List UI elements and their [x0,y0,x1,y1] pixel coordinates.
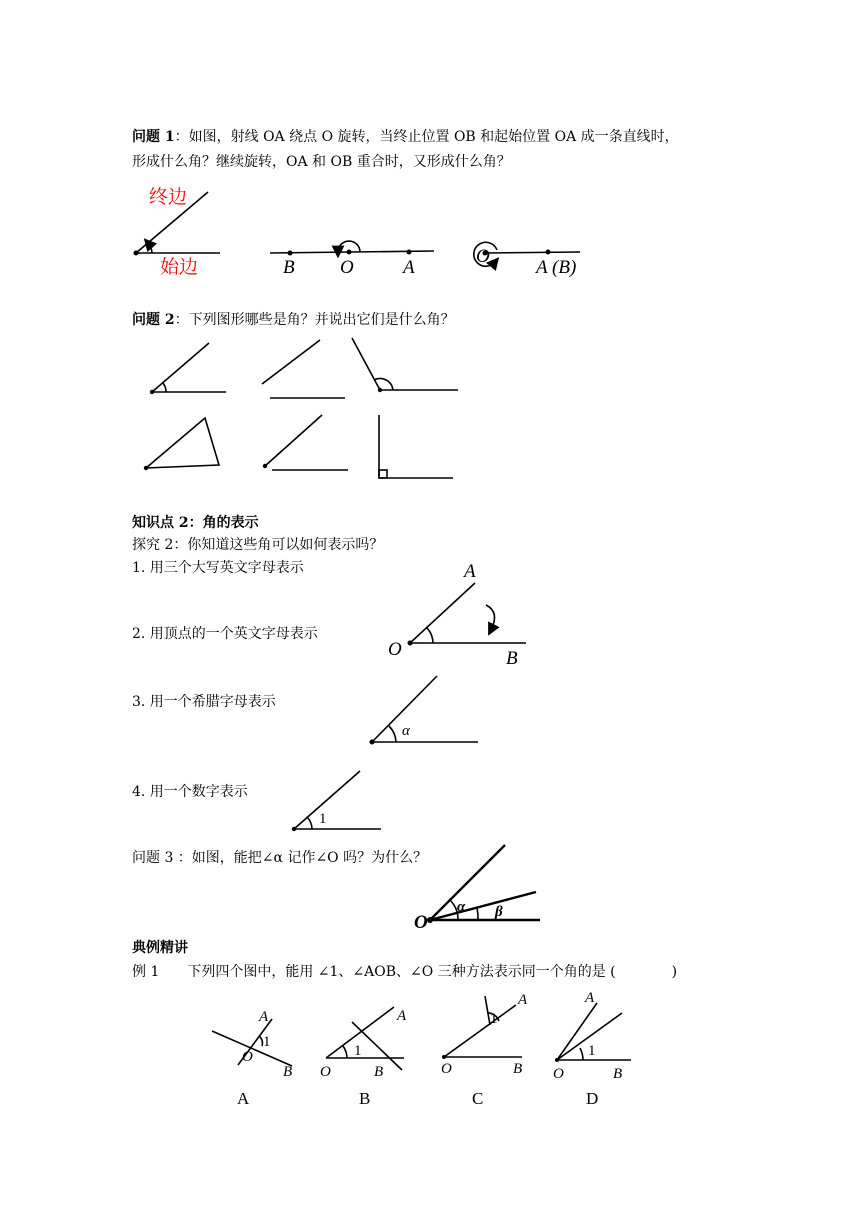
ex-d-label-a: A [585,990,595,1006]
method-2: 2. 用顶点的一个英文字母表示 [132,626,318,642]
label-q3-o: O [414,912,428,933]
ex-d-label-b: B [613,1066,623,1082]
ex-d-label-o: O [553,1066,564,1082]
q2-fig-2 [262,340,345,398]
label-kp-b: B [506,648,518,669]
q2-fig-5 [263,415,348,470]
kp2-explore: 探究 2：你知道这些角可以如何表示吗？ [132,537,384,553]
kp2-heading: 知识点 2：角的表示 [132,515,259,531]
q3-line: 问题 3 ：如图，能把∠α 记作∠O 吗？为什么？ [132,850,428,866]
method-3: 3. 用一个希腊字母表示 [132,694,276,710]
example-fig-b [326,1007,404,1070]
examples-heading: 典例精讲 [132,940,188,956]
q2-fig-4 [144,418,219,470]
label-kp-o: O [388,639,402,660]
ex-caption-a: A [237,1089,250,1108]
kp2-fig-one [292,771,381,831]
ex-a-label-o: O [242,1049,253,1065]
label-q1-o: O [340,257,354,278]
label-alpha: α [402,723,410,739]
ex-c-label-b: B [513,1061,523,1077]
label-q1-b: B [283,257,295,278]
ex-b-label-b: B [374,1064,384,1080]
ex-c-label-o: O [441,1061,452,1077]
q1-text: ：如图，射线 OA 绕点 O 旋转，当终止位置 OB 和起始位置 OA 成一条直线时， [174,129,679,145]
kp2-fig-aob [408,583,527,646]
ex-d-label-1: 1 [588,1043,596,1059]
q1-line2: 形成什么角？继续旋转，OA 和 OB 重合时，又形成什么角？ [132,154,511,170]
q2-text: ：下列图形哪些是角？并说出它们是什么角？ [174,312,455,328]
label-initial-side: 始边 [160,256,199,278]
q1-fig-straight-angle [270,241,434,255]
kp2-fig-alpha [370,676,479,745]
q2-fig-3 [352,338,458,392]
ex-b-label-o: O [320,1064,331,1080]
ex-c-label-a: A [518,992,528,1008]
label-kp-a: A [464,561,476,582]
ex-b-label-a: A [397,1008,407,1024]
label-terminal-side: 终边 [149,186,188,208]
ex-a-label-b: B [283,1064,293,1080]
ex-caption-c: C [472,1089,484,1108]
method-4: 4. 用一个数字表示 [132,784,248,800]
ex-c-label-1: 1 [490,1011,498,1027]
label-one: 1 [319,811,327,827]
q2-fig-1 [150,343,226,394]
ex-caption-d: D [586,1089,599,1108]
example-1: 例 1 下列四个图中，能用 ∠1、∠AOB、∠O 三种方法表示同一个角的是 ( ) [132,964,678,980]
label-q3-alpha: α [457,899,466,915]
ex-a-label-a: A [259,1009,269,1025]
q2-fig-6 [379,415,453,478]
label-q1-ab: A (B) [536,257,577,278]
label-q3-beta: β [495,904,503,920]
ex-caption-b: B [359,1089,371,1108]
method-1: 1. 用三个大写英文字母表示 [132,560,304,576]
label-q1-a: A [403,257,415,278]
q2-label: 问题 2 [132,312,175,328]
ex-b-label-1: 1 [354,1043,362,1059]
q1-label: 问题 1 [132,129,175,145]
label-q1-o2: O [476,246,490,267]
example-fig-c [442,996,522,1059]
ex-a-label-1: 1 [263,1034,271,1050]
q3-fig [427,845,540,923]
